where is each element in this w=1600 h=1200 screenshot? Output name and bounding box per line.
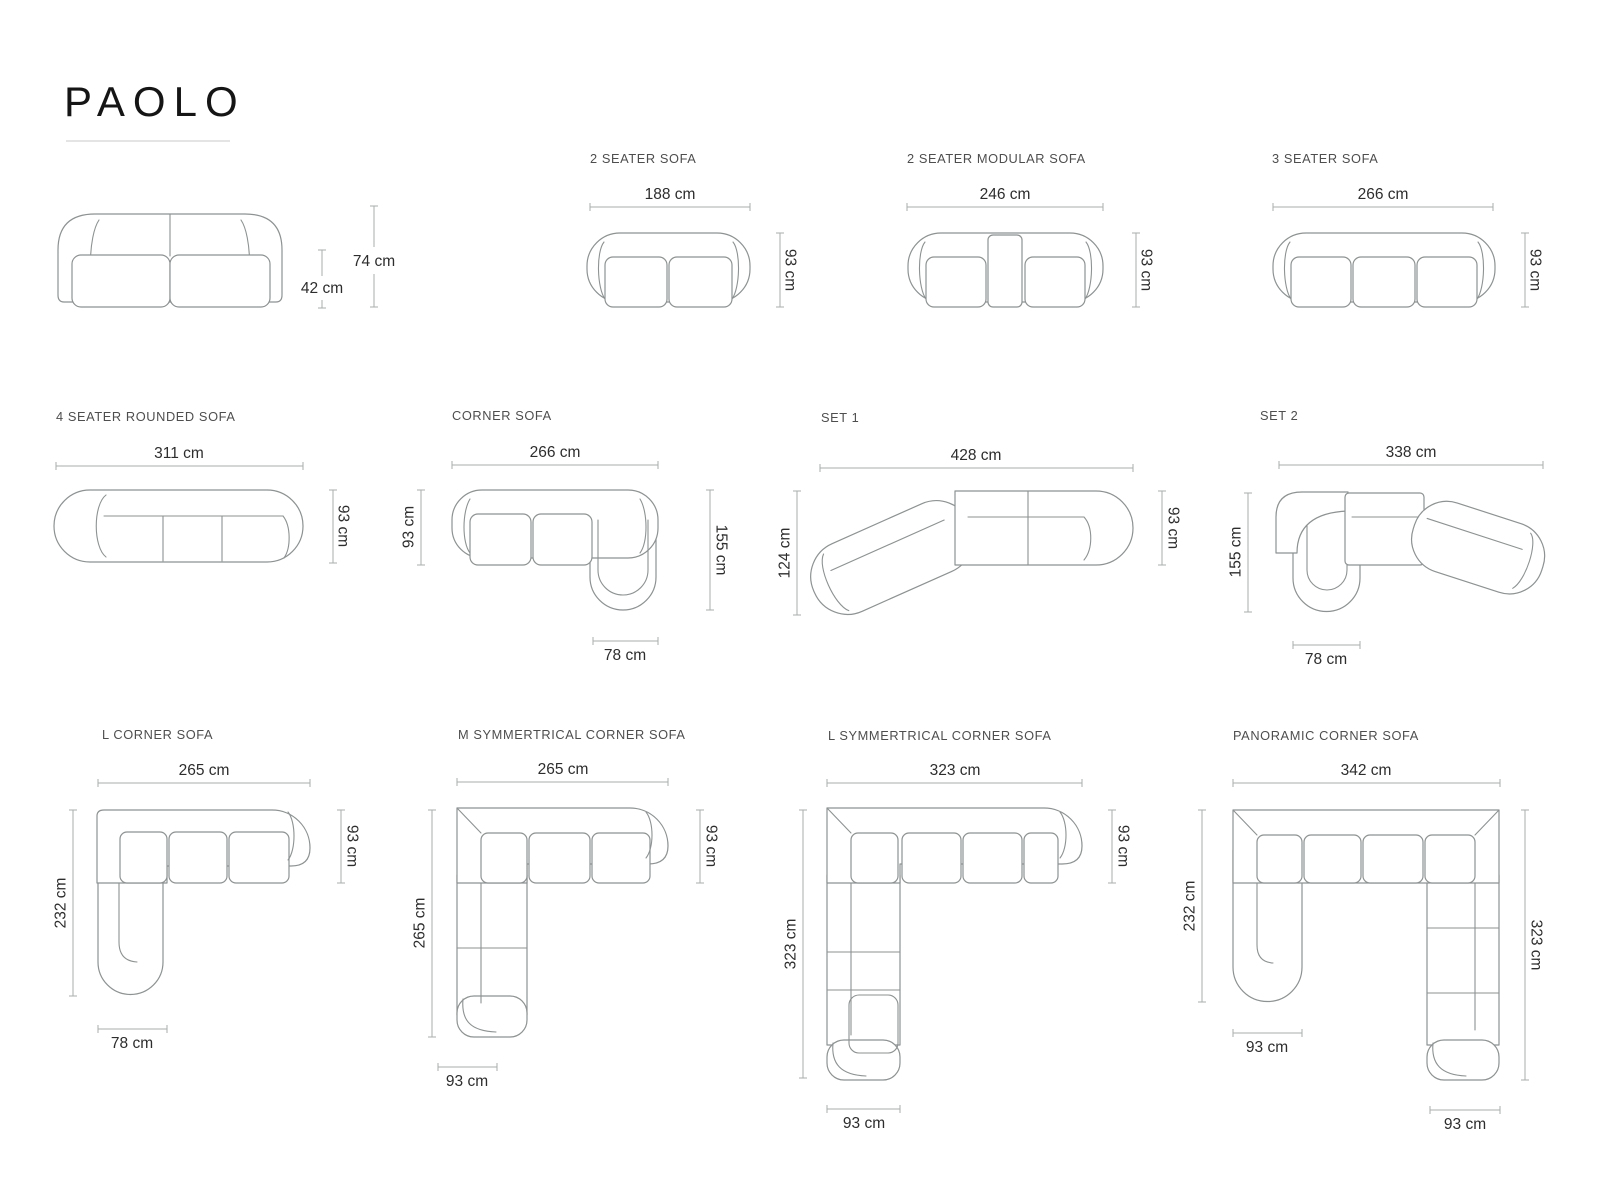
dim-height-left-line: [1198, 810, 1206, 1002]
leg-outline: [457, 875, 527, 1015]
dim-depth-label: 93 cm: [1137, 248, 1155, 292]
bottom-arm-outline: [827, 1040, 900, 1080]
seat-cushion: [1363, 835, 1423, 883]
seat-cushion: [1025, 257, 1085, 307]
seat-cushion: [605, 257, 667, 307]
product-title: 2 SEATER MODULAR SOFA: [907, 151, 1086, 166]
dim-bottom-width-line: [827, 1105, 900, 1113]
product-set-1: [776, 410, 1181, 626]
dim-depth-left-line: [793, 491, 801, 615]
dim-depth-left-label: 93 cm: [400, 505, 418, 549]
dim-height-left-line: [799, 810, 807, 1078]
product-title: L CORNER SOFA: [102, 727, 214, 742]
sofa-side-seat-right: [170, 255, 270, 307]
product-corner-sofa: [400, 408, 729, 664]
dim-seat-height-line: [318, 250, 326, 308]
dim-depth-left-line: [417, 490, 425, 565]
dim-width-line: [452, 461, 658, 469]
dim-depth-left-label: 124 cm: [776, 527, 794, 579]
dim-total-height-label: 74 cm: [352, 253, 396, 270]
seat-cushion: [926, 257, 986, 307]
dim-depth-label: 93 cm: [781, 248, 799, 292]
product-3-seater-sofa: [1272, 151, 1544, 307]
seat-cushion: [592, 833, 650, 883]
seat-cushion: [229, 832, 289, 883]
dim-chaise-width-label: 78 cm: [110, 1035, 154, 1052]
product-l-corner-sofa: [52, 727, 360, 1052]
corner-cushion: [851, 833, 898, 883]
dim-width-label: 266 cm: [1357, 186, 1409, 203]
seat-cushion: [1417, 257, 1477, 307]
product-title: SET 2: [1260, 408, 1299, 423]
dim-width-label: 265 cm: [178, 762, 230, 779]
seat-cushion: [529, 833, 590, 883]
seat-cushion: [1024, 833, 1058, 883]
product-title: 4 SEATER ROUNDED SOFA: [56, 409, 236, 424]
seat-cushion: [169, 832, 227, 883]
dim-width-line: [1279, 461, 1543, 469]
dim-bottom-width-label: 93 cm: [842, 1115, 886, 1132]
sofa-outline: [54, 490, 303, 562]
corner-cushion: [481, 833, 527, 883]
dim-height-left-label: 232 cm: [52, 877, 70, 929]
product-l-symmetrical-corner-sofa: [782, 728, 1131, 1132]
seat-cushion: [1353, 257, 1415, 307]
dim-width-label: 188 cm: [644, 186, 696, 203]
dim-width-line: [1233, 779, 1500, 787]
dim-width-line: [1273, 203, 1493, 211]
logo-and-side-view: [58, 78, 395, 308]
product-title: 3 SEATER SOFA: [1272, 151, 1379, 166]
seat-cushion: [963, 833, 1022, 883]
dim-width-label: 428 cm: [950, 447, 1002, 464]
product-title: PANORAMIC CORNER SOFA: [1233, 728, 1419, 743]
dim-width-line: [907, 203, 1103, 211]
seat-cushion: [1304, 835, 1361, 883]
dim-height-left-label: 232 cm: [1181, 880, 1199, 932]
product-title: CORNER SOFA: [452, 408, 552, 423]
dim-width-label: 323 cm: [929, 762, 981, 779]
product-set-2: [1227, 408, 1553, 668]
corner-cushion: [1257, 835, 1302, 883]
dim-chaise-width-label: 78 cm: [1304, 651, 1348, 668]
angled-module: [1403, 493, 1554, 603]
dim-depth-right-label: 93 cm: [702, 824, 720, 868]
dim-width-line: [98, 779, 310, 787]
angled-module-outline: [1403, 493, 1554, 603]
leg-outline: [827, 875, 900, 1045]
dim-width-line: [56, 462, 303, 470]
dim-width-line: [457, 778, 668, 786]
product-4-seater-rounded-sofa: [54, 409, 352, 563]
dim-chaise-width-line: [1293, 641, 1360, 649]
bottom-arm-outline: [457, 996, 527, 1037]
dim-depth-right-label: 155 cm: [712, 524, 730, 576]
dim-height-right-label: 323 cm: [1527, 919, 1545, 971]
dim-chaise-width-line: [98, 1025, 167, 1033]
seat-cushion: [470, 514, 531, 565]
product-m-symmetrical-corner-sofa: [411, 727, 719, 1090]
dim-width-line: [820, 464, 1133, 472]
dim-height-left-line: [428, 810, 436, 1037]
sofa-side-seat-left: [72, 255, 170, 307]
dim-width-label: 246 cm: [979, 186, 1031, 203]
dim-width-label: 311 cm: [154, 445, 204, 462]
dim-depth-right-label: 93 cm: [1164, 506, 1182, 550]
product-title: 2 SEATER SOFA: [590, 151, 697, 166]
center-connector: [988, 235, 1022, 307]
dim-depth-label: 93 cm: [334, 504, 352, 548]
dim-width-line: [827, 779, 1082, 787]
dim-bottom-right-width-line: [1430, 1106, 1500, 1114]
dim-depth-right-label: 93 cm: [343, 824, 361, 868]
seat-cushion: [533, 514, 592, 565]
dim-bottom-width-line: [438, 1063, 497, 1071]
product-2-seater-modular-sofa: [907, 151, 1155, 307]
dim-height-left-line: [69, 810, 77, 996]
dim-height-left-label: 323 cm: [782, 918, 800, 970]
middle-module-outline: [1345, 493, 1424, 565]
dim-height-left-label: 265 cm: [411, 897, 429, 949]
dim-chaise-width-label: 78 cm: [603, 647, 647, 664]
dim-bottom-right-width-label: 93 cm: [1443, 1116, 1487, 1133]
seat-cushion: [669, 257, 732, 307]
dim-depth-label: 93 cm: [1526, 248, 1544, 292]
product-panoramic-corner-sofa: [1181, 728, 1544, 1133]
corner-cushion: [1425, 835, 1475, 883]
right-leg-outline: [1427, 875, 1499, 1045]
product-2-seater-sofa: [587, 151, 799, 307]
bottom-arm-outline: [1427, 1040, 1499, 1080]
corner-cushion: [120, 832, 167, 883]
dim-seat-height-label: 42 cm: [300, 280, 344, 297]
dim-width-label: 265 cm: [537, 761, 589, 778]
dim-chaise-width-line: [593, 637, 658, 645]
dim-depth-left-label: 155 cm: [1227, 526, 1245, 578]
dim-width-label: 266 cm: [529, 444, 581, 461]
dim-bottom-left-width-label: 93 cm: [1245, 1039, 1289, 1056]
dim-width-label: 342 cm: [1340, 762, 1392, 779]
product-title: SET 1: [821, 410, 860, 425]
seat-cushion: [902, 833, 961, 883]
product-title: M SYMMERTRICAL CORNER SOFA: [458, 727, 686, 742]
dim-bottom-left-width-line: [1233, 1029, 1302, 1037]
seat-cushion: [1291, 257, 1351, 307]
right-body-outline: [955, 491, 1133, 565]
dim-depth-right-label: 93 cm: [1114, 824, 1132, 868]
dim-bottom-width-label: 93 cm: [445, 1073, 489, 1090]
product-title: L SYMMERTRICAL CORNER SOFA: [828, 728, 1052, 743]
dim-depth-left-line: [1244, 493, 1252, 612]
brand-logo: PAOLO: [64, 78, 246, 125]
dim-width-line: [590, 203, 750, 211]
dim-width-label: 338 cm: [1385, 444, 1437, 461]
